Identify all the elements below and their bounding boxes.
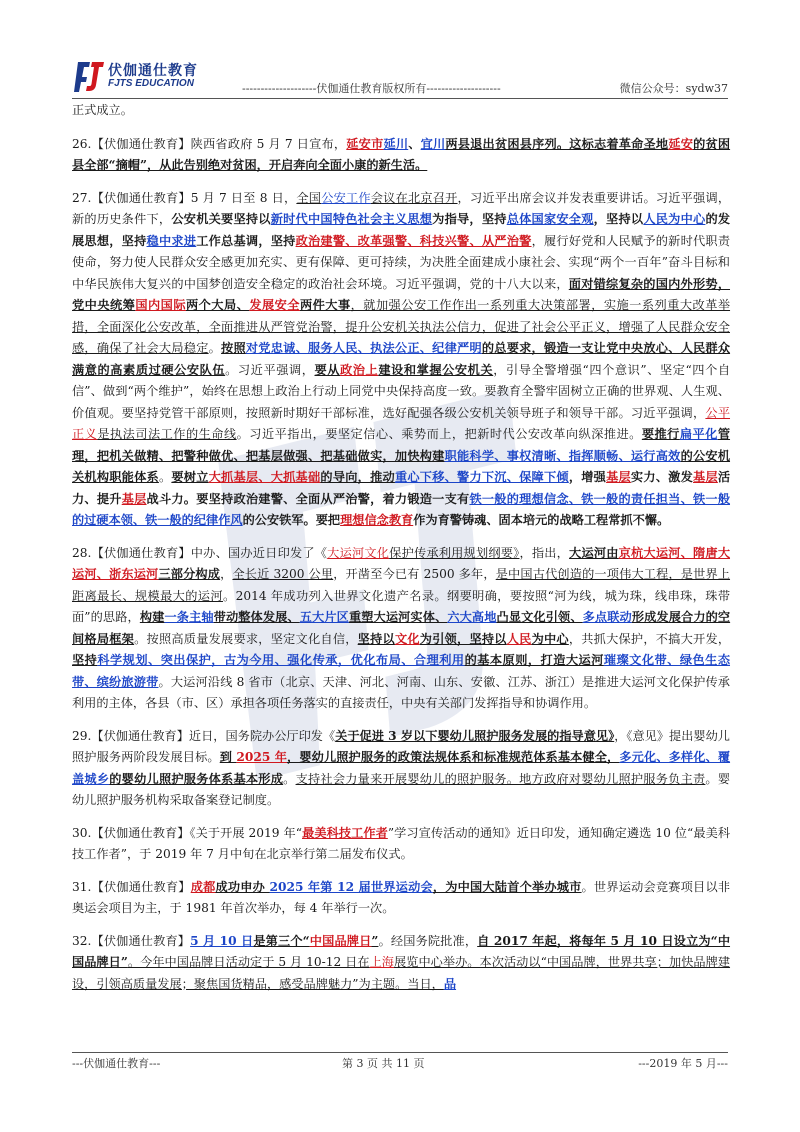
text-run: ， <box>220 567 233 581</box>
text-run: 保护传承利用规划纲要》 <box>389 545 520 560</box>
fjts-logo-icon <box>72 58 106 96</box>
text-run: 为中心 <box>531 631 569 646</box>
text-run: 、 <box>408 136 421 151</box>
text-run: 的发展思想，坚持 <box>72 212 731 248</box>
text-run: 活力、提升 <box>72 470 731 506</box>
text-run: 支持社会力量来开展婴幼儿的照护服务。地方政府对婴幼儿照护服务负主责 <box>295 771 706 786</box>
footer-date: ---2019 年 5 月--- <box>638 1057 728 1070</box>
text-run: 5 月 10 日 <box>190 933 254 948</box>
text-run: 上海 <box>369 955 395 969</box>
text-run: 。经国务院批准， <box>378 933 478 948</box>
text-run: 31.【伏伽通仕教育】 <box>72 879 191 894</box>
text-run: 的总要求，锻造一支让党中央放心、人民群众满意的高素质过硬公安队伍 <box>72 341 731 377</box>
text-run: ，共抓大保护，不搞大开发， <box>568 631 731 646</box>
text-run: 会议在北京召开 <box>370 190 458 205</box>
text-run: 是第三个“ <box>253 933 310 948</box>
text-run: 品 <box>443 976 457 991</box>
text-run: 关于促进 3 岁以下婴幼儿照护服务发展的指导意见》 <box>335 728 615 743</box>
text-run: 公平正义 <box>72 405 731 441</box>
text-run: 的基本原则，打造大运河 <box>464 653 604 667</box>
text-run: ，就加强公安工作作出一系列重大决策部署，实施一系列重大改革举措，全面深化公安改革，全面推进从严管党治警，提升公安机关执法公信力，促进了社会公平正义，增强了人民群众安全感，确保了社会大局稳定 <box>72 298 731 355</box>
text-run: 自 2017 年起，将每年 5 月 10 日设立为“中国品牌日” <box>72 933 731 969</box>
paragraph-25-tail <box>72 100 730 122</box>
text-run: 铁一般的理想信念、铁一般的责任担当、铁一般的过硬本领、铁一般的纪律作风 <box>72 491 731 527</box>
text-run: 32.【伏伽通仕教育】 <box>72 933 191 948</box>
text-run: 最美科技工作者 <box>302 825 388 840</box>
text-run: 30.【伏伽通仕教育】《关于开展 2019 年“ <box>72 825 302 840</box>
text-run: 管理，把机关做精、把警种做优、把基层做强、把基础做实，加快构建 <box>72 427 731 463</box>
text-run: ，《意见》提出婴幼儿照护服务两阶段发展目标。 <box>72 728 730 764</box>
text-run: 正式成立。 <box>72 103 133 117</box>
text-run: 。 <box>208 341 222 355</box>
text-run: 人民 <box>506 631 532 646</box>
text-run: 两县退出贫困县序列。这标志着革命圣地 <box>445 136 669 151</box>
text-run: 的贫困县全部“摘帽”，从此告别绝对贫困，开启奔向全面小康的新生活。 <box>72 136 731 172</box>
text-run: 。 <box>283 771 296 786</box>
paragraph-27 <box>72 188 730 532</box>
text-run: 两个大局、 <box>185 298 250 312</box>
page-header <box>72 58 728 100</box>
text-run: 多元化、多样化、覆盖城乡 <box>72 750 731 786</box>
text-run: 五大片区 <box>299 610 349 624</box>
paragraph-28 <box>72 543 730 715</box>
paragraph-30 <box>72 823 730 866</box>
text-run: 基层 <box>606 470 631 484</box>
logo-english-text: FJTS EDUCATION <box>108 78 194 89</box>
text-run: 宜川 <box>420 136 446 151</box>
text-run: 为引领，坚持以 <box>419 631 507 646</box>
text-run: 。 <box>158 470 172 484</box>
header-divider <box>72 98 728 99</box>
text-run: 政治上 <box>340 362 379 377</box>
text-run: 带动整体发展、 <box>213 610 300 624</box>
text-run: 科学规划、突出保护，古为今用、强化传承，优化布局、合理利用 <box>97 653 465 667</box>
text-run: 。婴幼儿照护服务机构采取备案登记制度。 <box>72 771 731 807</box>
text-run: 展览中心举办。本次活动以“中国品牌，世界共享；加快品牌建设，引领高质量发展；聚焦国货精品，感受品牌魅力”为主题。当日， <box>72 955 731 991</box>
text-run: 构建 <box>139 610 165 624</box>
text-run: 对党忠诚、服务人民、执法公正、纪律严明 <box>245 341 482 355</box>
text-run: 。大运河沿线 8 省市（北京、天津、河北、河南、山东、安徽、江苏、浙江）是推进大运河文化保护传承利用的主体，各县（市、区）承担各项任务落实的直接责任，中央有关部门发挥指导和协调作用。 <box>72 674 730 710</box>
text-run: 的导向，推动 <box>320 470 395 484</box>
text-run: 。今年中国品牌日活动定于 5 月 10-12 日在 <box>127 955 370 969</box>
text-run: 要从 <box>314 362 341 377</box>
page-number: 第 3 页 共 11 页 <box>342 1057 425 1070</box>
header-copyright: --------------------伏伽通仕教育版权所有-------------------- <box>242 82 501 95</box>
text-run: 人民为中心 <box>643 212 706 226</box>
text-run: 是中国古代创造的一项伟大工程，是世界上距离最长、规模最大的运河 <box>72 567 731 603</box>
text-run: 要树立 <box>171 470 209 484</box>
text-run: 2025 年 <box>269 879 321 894</box>
text-run: 文化 <box>394 631 420 646</box>
text-run: 的公安机关机构职能体系 <box>72 448 731 484</box>
text-run: 世界运动会 <box>370 879 433 894</box>
text-run: 26.【伏伽通仕教育】陕西省政府 5 月 7 日宣布， <box>72 136 347 151</box>
text-run: 中国品牌日 <box>309 933 372 948</box>
text-run: 大运河文化 <box>327 545 390 560</box>
text-run: 新时代中国特色社会主义思想 <box>270 212 433 226</box>
text-run: ，习近平出席会议并发表重要讲话。习近平强调，新的历史条件下， <box>72 190 731 226</box>
text-run: 工作总基调，坚持 <box>196 233 296 248</box>
text-run: 总体国家安全观 <box>506 212 594 226</box>
text-run: 政治建警、改革强警、科技兴警、从严治警 <box>295 233 532 248</box>
text-run: ，引导全警增强“四个意识”、坚定“四个自信”、做到“两个维护”，始终在思想上政治上行动上同党中央保持高度一致。要教育全警牢固树立正确的世界观、人生观、价值观。要坚持党管干部原则，按照新时期好干部标准，选好配强各级公安机关领导班子和领导干部。习近平强调， <box>72 362 731 420</box>
paragraph-31 <box>72 877 730 920</box>
text-run: 璀璨文化带、绿色生态带、缤纷旅游带 <box>72 653 731 689</box>
text-run: 基层 <box>693 470 718 484</box>
text-run: 29.【伏伽通仕教育】近日，国务院办公厅印发《 <box>72 728 336 743</box>
footer-divider <box>72 1052 728 1053</box>
text-run: 作为育警铸魂、固本培元的战略工程常抓不懈。 <box>413 513 670 527</box>
text-run: 发展安全 <box>249 298 300 312</box>
text-run: 公安机关要坚持以 <box>171 212 271 226</box>
text-run: ，增强 <box>568 470 607 484</box>
text-run: 为指导，坚持 <box>432 212 507 226</box>
text-run: 基层 <box>121 491 147 506</box>
text-run: 职能科学、事权清晰、指挥顺畅、运行高效 <box>444 448 681 463</box>
text-run: ，为中国大陆首个举办城市 <box>432 879 582 894</box>
text-run: 2025 年 <box>236 750 288 764</box>
text-run: 全长近 3200 公里 <box>232 567 334 581</box>
text-run: 。习近平强调， <box>225 362 315 377</box>
text-run: 。习近平指出，要坚定信心、乘势而上，把新时代公安改革向纵深推进。 <box>236 427 642 441</box>
text-run: 凸显文化引领、 <box>496 610 583 624</box>
footer-brand: ---伏伽通仕教育--- <box>72 1057 161 1070</box>
text-run: 是执法司法工作的生命线 <box>97 427 237 441</box>
text-run: 延川 <box>383 136 409 151</box>
text-run: 27.【伏伽通仕教育】5 月 7 日至 8 日， <box>72 190 297 205</box>
text-run: 一条主轴 <box>164 610 214 624</box>
text-run: 大抓基层、大抓基础 <box>208 470 321 484</box>
document-body <box>72 100 730 1006</box>
text-run: 六大高地 <box>447 610 497 624</box>
text-run: 成都 <box>190 879 216 894</box>
header-wechat: 微信公众号：sydw37 <box>619 82 728 95</box>
text-run: 三部分构成 <box>158 567 221 581</box>
text-run: 重塑大运河实体、 <box>348 610 448 624</box>
text-run: 按照 <box>221 341 246 355</box>
logo-chinese-text: 伏伽通仕教育 <box>108 63 198 79</box>
brand-logo <box>72 58 212 96</box>
text-run: 的婴幼儿照护服务体系基本形成 <box>109 771 284 786</box>
text-run: 战斗力。要坚持政治建警、全面从严治警，着力锻造一支有 <box>146 491 470 506</box>
text-run: ，婴幼儿照护服务的政策法规体系和标准规范体系基本健全， <box>287 750 620 764</box>
text-run: ，指出， <box>519 545 570 560</box>
text-run: 。世界运动会竞赛项目以非奥运会项目为主，于 1981 年首次举办，每 4 年举行一次。 <box>72 879 731 915</box>
text-run: ，开凿至今已有 2500 多年， <box>333 567 496 581</box>
text-run: 成功申办 <box>215 879 270 894</box>
text-run: ”学习宣传活动的通知》近日印发，通知确定遴选 10 位“最美科技工作者”，于 2019 年 7 月中旬在北京举行第二届发布仪式。 <box>72 825 731 861</box>
text-run: 实力、激发 <box>630 470 694 484</box>
text-run: 理想信念教育 <box>340 513 414 527</box>
text-run: 全国 <box>296 190 322 205</box>
text-run: 两件大事 <box>299 298 351 312</box>
text-run: 多点联动 <box>582 610 632 624</box>
text-run: 第 12 届 <box>320 879 371 894</box>
text-run: 28.【伏伽通仕教育】中办、国办近日印发了《 <box>72 545 328 560</box>
text-run: 公安工作 <box>321 190 371 205</box>
text-run: 要推行 <box>641 427 680 441</box>
text-run: ，履行好党和人民赋予的新时代职责使命，努力使人民群众安全感更加充实、更有保障、更可持续，为决胜全面建成小康社会、实现“两个一百年”奋斗目标和中华民族伟大复兴的中国梦创造安全稳定的政治社会环境。习近平强调，党的十八大以来， <box>72 233 731 291</box>
text-run: 形成发展合力的空间格局框架 <box>72 610 731 646</box>
text-run: 扁平化 <box>679 427 718 441</box>
text-run: 到 <box>219 750 237 764</box>
paragraph-26 <box>72 134 730 177</box>
text-run: 的公安铁军。要把 <box>242 513 341 527</box>
paragraph-32 <box>72 931 730 996</box>
text-run: 延安 <box>668 136 694 151</box>
text-run: 坚持以 <box>357 631 395 646</box>
text-run: 稳中求进 <box>146 233 197 248</box>
text-run: 延安市 <box>346 136 384 151</box>
text-run: 面对错综复杂的国内外形势，党中央统筹 <box>72 276 731 312</box>
text-run: 。按照高质量发展要求，坚定文化自信， <box>134 631 358 646</box>
text-run: 坚持 <box>72 653 98 667</box>
text-run: ” <box>371 933 379 948</box>
text-run: 重心下移、警力下沉、保障下倾 <box>394 470 569 484</box>
text-run: ，坚持以 <box>593 212 644 226</box>
text-run: 京杭大运河、隋唐大运河、浙东运河 <box>72 545 731 581</box>
text-run: 。2014 年成功列入世界文化遗产名录。纲要明确，要按照“河为线，城为珠，线串珠，珠带面”的思路， <box>72 588 731 624</box>
paragraph-29 <box>72 726 730 812</box>
text-run: 大运河由 <box>569 545 619 560</box>
text-run: 国内国际 <box>135 298 186 312</box>
text-run: 建设和掌握公安机关 <box>378 362 494 377</box>
